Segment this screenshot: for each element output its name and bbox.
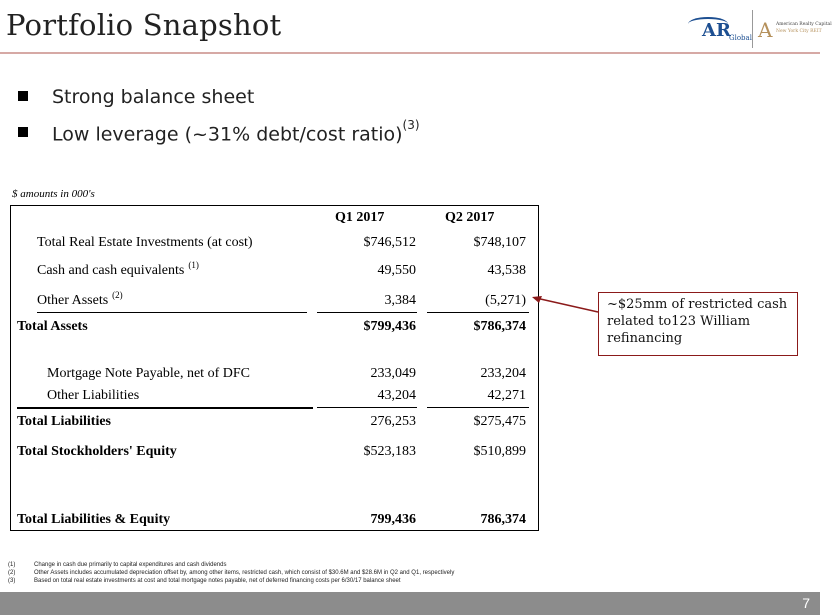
footnote-text: Based on total real estate investments at cost and total mortgage notes payable, net of deferred financing costs per 6/30/17 balance sheet [34,578,401,584]
bullet-item [18,118,420,158]
row-label: Mortgage Note Payable, net of DFC [47,366,250,381]
underline-rule [427,407,529,408]
footnote-item [8,561,454,569]
row-label: Total Assets [17,319,88,334]
logo-ar-text: AR [702,20,731,41]
footnote-item [8,577,454,585]
row-q1-value: $523,183 [363,444,416,459]
footnote-number: (1) [8,562,16,568]
row-label: Total Real Estate Investments (at cost) [37,235,253,250]
row-q1-value: $746,512 [363,235,416,250]
bullet-list [18,86,420,158]
underline-rule [37,312,307,313]
footnotes [8,561,454,585]
callout-arrow-icon [530,296,602,316]
row-label [37,290,123,309]
row-q1-value: 233,049 [370,366,416,381]
bullet-text: Strong balance sheet [52,86,255,108]
col-header-q2: Q2 2017 [445,210,495,225]
underline-rule [317,407,417,408]
row-label: Total Liabilities & Equity [17,512,171,527]
row-q1-value: 43,204 [377,388,416,403]
page-number: 7 [802,595,810,611]
amounts-note: $ amounts in 000's [12,188,95,200]
row-label: Other Liabilities [47,388,140,403]
footnote-text: Change in cash due primarily to capital expenditures and cash dividends [34,562,227,568]
row-q1-value: 49,550 [377,263,416,278]
footnote-number: (3) [8,578,16,584]
square-bullet-icon [18,91,28,101]
row-q2-value: $748,107 [473,235,526,250]
logo-line-1: American Realty Capital [776,22,832,27]
ar-global-logo [688,16,752,44]
col-header-q1: Q1 2017 [335,210,385,225]
row-q1-value: $799,436 [363,319,416,334]
row-label-text: Cash and cash equivalents [37,263,185,278]
row-q1-value: 276,253 [370,414,416,429]
row-q2-value: 786,374 [480,512,526,527]
row-q2-value: (5,271) [485,293,526,308]
callout-box: ~$25mm of restricted cash related to123 William refinancing [598,292,798,356]
logo-ar-subtext: Global [729,34,752,42]
bullet-text: Low leverage (~31% debt/cost ratio) [52,123,403,146]
row-q2-value: $510,899 [473,444,526,459]
underline-rule [427,312,529,313]
logo-separator [752,10,753,48]
logo-line-2: New York City REIT [776,29,822,34]
underline-rule [317,312,417,313]
logo-mark-icon: A [758,18,773,42]
row-q2-value: 233,204 [480,366,526,381]
underline-rule [17,407,313,409]
footnote-number: (2) [8,570,16,576]
title-divider [0,52,820,54]
row-q2-value: 43,538 [487,263,526,278]
footnote-text: Other Assets includes accumulated depreciation offset by, among other items, restricted cash, which consist of $30.6M and $28.6M in Q2 and Q1, respectively [34,570,455,576]
bullet-item [18,86,420,122]
row-label [37,260,199,279]
row-q1-value: 3,384 [384,293,416,308]
balance-sheet-table [10,205,539,531]
row-label: Total Stockholders' Equity [17,444,177,459]
row-footnote-ref: (2) [112,290,123,300]
row-label: Total Liabilities [17,414,112,429]
row-q2-value: $275,475 [473,414,526,429]
page-title: Portfolio Snapshot [6,8,282,42]
row-label-text: Other Assets [37,293,109,308]
row-q1-value: 799,436 [370,512,416,527]
footer-bar [0,592,820,615]
footnote-item [8,569,454,577]
row-footnote-ref: (1) [188,260,199,270]
row-q2-value: 42,271 [487,388,526,403]
arc-nyc-reit-logo [758,14,832,44]
square-bullet-icon [18,127,28,137]
row-q2-value: $786,374 [473,319,526,334]
bullet-footnote-ref: (3) [402,118,420,132]
